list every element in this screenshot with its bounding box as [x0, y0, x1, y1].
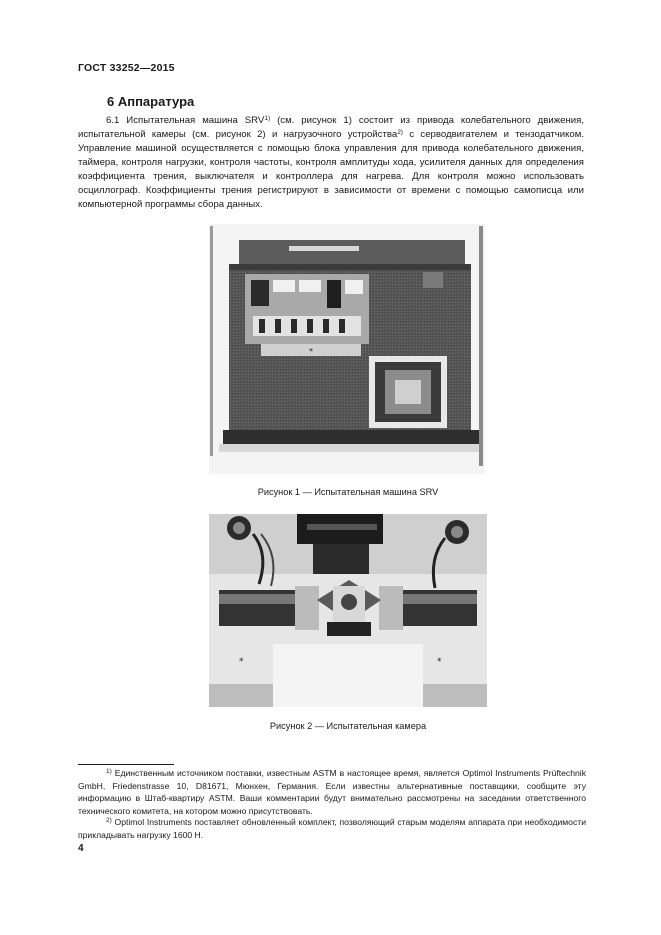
footnote-2 [78, 816, 586, 841]
footnote-1-text: Единственным источником поставки, известным ASTM в настоящее время, является Optimol Instruments Prüftechnik GmbH, Friedenstrasse 10, D81671, Мюнхен, Германия. Если известны альтернативные поставщики, сообщите эту информацию в Штаб-квартиру ASTM. Ваши комментарии будут внимательно рассмотрены на заседании ответственного технического комитета, на котором можно присутствовать. [78, 768, 586, 816]
footnote-1 [78, 767, 586, 817]
footnote-2-mark: 2) [106, 817, 112, 824]
body-paragraph [78, 114, 584, 212]
section-title: 6 Аппаратура [107, 94, 195, 109]
svg-text:*: * [437, 657, 442, 667]
figure-1-caption: Рисунок 1 — Испытательная машина SRV [257, 487, 439, 497]
paragraph-text-3: с серводвигателем и тензодатчиком. Управление машиной осуществляется с помощью блока управления для привода колебательного движения, таймера, контроля нагрузки, контроля частоты, контроля амплитуды хода, усилителя данных для определения коэффициента трения, выключателя и контроллера для нагрева. Для контроля можно использовать осциллограф. Коэффициенты трения регистрируют в зависимости от времени с помощью самописца или компьютерной программы сбора данных. [78, 129, 584, 210]
page-number: 4 [78, 843, 84, 854]
footnote-ref-2[interactable]: 2) [397, 129, 403, 136]
document-code: ГОСТ 33252—2015 [78, 62, 175, 74]
footnote-2-text: Optimol Instruments поставляет обновленный комплект, позволяющий старым моделям аппарата при необходимости прикладывать нагрузку 1600 Н. [78, 817, 586, 840]
srv-machine-illustration [209, 224, 485, 474]
figure-2-caption: Рисунок 2 — Испытательная камера [269, 721, 427, 731]
svg-text:*: * [239, 657, 244, 667]
paragraph-text-1: 6.1 Испытательная машина SRV [106, 115, 265, 126]
test-chamber-illustration [209, 514, 487, 707]
footnote-1-mark: 1) [106, 768, 112, 775]
paragraph-text-2: (см. рисунок 1) состоит из привода колебательного движения, испытательной камеры (см. рисунок 2) и нагрузочного устройства [78, 115, 585, 140]
footnote-ref-1[interactable]: 1) [264, 115, 271, 122]
svg-text:*: * [309, 347, 313, 356]
footnote-separator [78, 764, 174, 765]
figure-1-photo [209, 224, 485, 474]
figure-2-photo [209, 514, 487, 707]
